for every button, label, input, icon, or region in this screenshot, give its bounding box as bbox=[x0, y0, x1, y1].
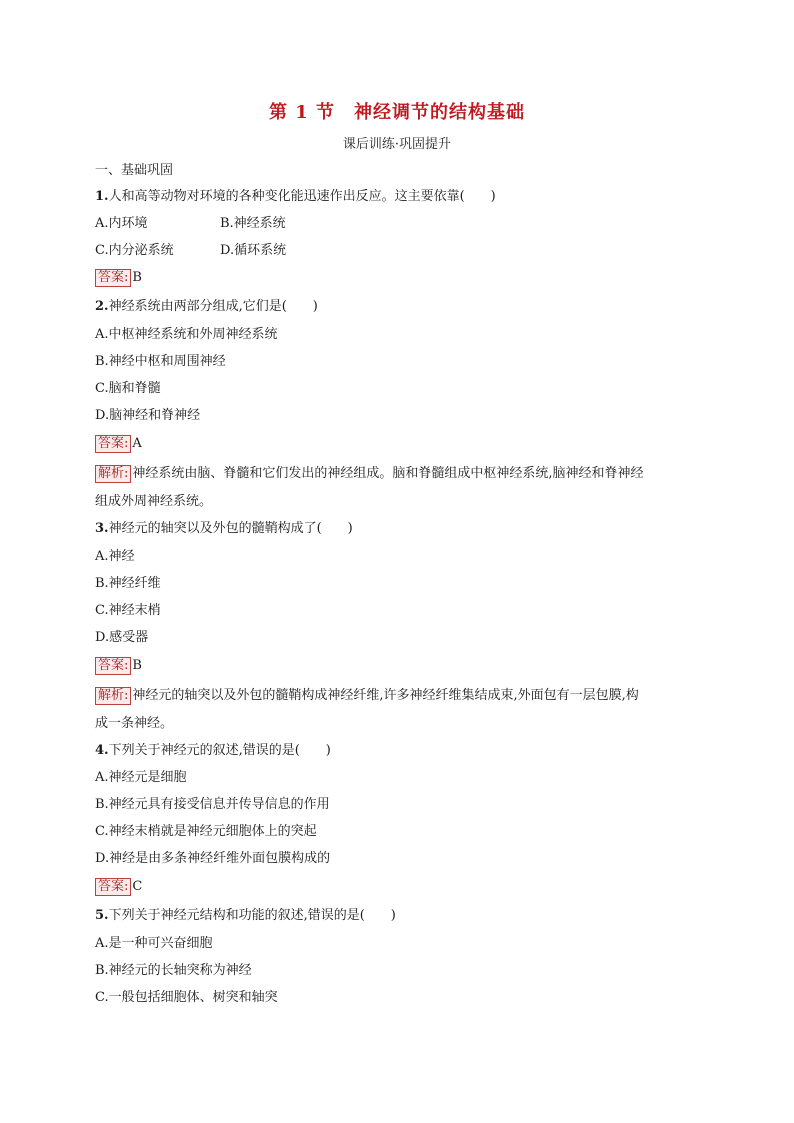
q1-option-c: C.内分泌系统 bbox=[95, 243, 174, 258]
question-number: 2. bbox=[95, 299, 109, 314]
q1-option-d: D.循环系统 bbox=[220, 243, 287, 258]
q2-option-b: B.神经中枢和周围神经 bbox=[95, 354, 226, 369]
answer-label: 答案: bbox=[95, 878, 131, 896]
q4-answer bbox=[95, 878, 142, 896]
q4-option-b: B.神经元具有接受信息并传导信息的作用 bbox=[95, 797, 330, 812]
answer-value: A bbox=[132, 436, 142, 451]
answer-value: B bbox=[132, 270, 142, 285]
section-heading: 一、基础巩固 bbox=[95, 163, 174, 178]
question-number: 4. bbox=[95, 743, 109, 758]
analysis-label: 解析: bbox=[95, 687, 131, 705]
q5-option-c: C.一般包括细胞体、树突和轴突 bbox=[95, 990, 278, 1005]
question-5 bbox=[95, 907, 396, 925]
q4-option-c: C.神经末梢就是神经元细胞体上的突起 bbox=[95, 824, 317, 839]
q2-option-d: D.脑神经和脊神经 bbox=[95, 408, 201, 423]
q4-option-d: D.神经是由多条神经纤维外面包膜构成的 bbox=[95, 851, 331, 866]
q2-analysis bbox=[95, 465, 644, 483]
question-stem: 神经系统由两部分组成,它们是( ) bbox=[108, 299, 318, 314]
q5-option-a: A.是一种可兴奋细胞 bbox=[95, 936, 213, 951]
question-4 bbox=[95, 742, 331, 760]
q3-analysis-cont: 成一条神经。 bbox=[95, 716, 174, 731]
question-number: 3. bbox=[95, 521, 109, 536]
q1-answer bbox=[95, 269, 142, 287]
question-number: 5. bbox=[95, 908, 109, 923]
question-1 bbox=[95, 188, 496, 206]
q3-answer bbox=[95, 657, 142, 675]
answer-value: C bbox=[132, 879, 143, 894]
analysis-text: 神经系统由脑、脊髓和它们发出的神经组成。脑和脊髓组成中枢神经系统,脑神经和脊神经 bbox=[132, 466, 644, 481]
page-subtitle: 课后训练·巩固提升 bbox=[342, 137, 452, 152]
q3-option-d: D.感受器 bbox=[95, 630, 149, 645]
answer-label: 答案: bbox=[95, 269, 131, 287]
question-stem: 神经元的轴突以及外包的髓鞘构成了( ) bbox=[108, 521, 353, 536]
question-stem: 下列关于神经元的叙述,错误的是( ) bbox=[108, 743, 331, 758]
question-2 bbox=[95, 298, 318, 316]
q1-option-a: A.内环境 bbox=[95, 216, 148, 231]
q4-option-a: A.神经元是细胞 bbox=[95, 770, 187, 785]
q2-analysis-cont: 组成外周神经系统。 bbox=[95, 494, 213, 509]
analysis-label: 解析: bbox=[95, 465, 131, 483]
analysis-text: 神经元的轴突以及外包的髓鞘构成神经纤维,许多神经纤维集结成束,外面包有一层包膜,构 bbox=[132, 688, 639, 703]
q3-option-a: A.神经 bbox=[95, 549, 135, 564]
q1-option-b: B.神经系统 bbox=[220, 216, 286, 231]
question-3 bbox=[95, 520, 353, 538]
question-stem: 人和高等动物对环境的各种变化能迅速作出反应。这主要依靠( ) bbox=[108, 189, 496, 204]
q2-answer bbox=[95, 435, 142, 453]
q2-option-c: C.脑和脊髓 bbox=[95, 381, 161, 396]
q2-option-a: A.中枢神经系统和外周神经系统 bbox=[95, 327, 278, 342]
page-title: 第 1 节 神经调节的结构基础 bbox=[268, 102, 526, 123]
q3-option-b: B.神经纤维 bbox=[95, 576, 161, 591]
q3-analysis bbox=[95, 687, 639, 705]
question-stem: 下列关于神经元结构和功能的叙述,错误的是( ) bbox=[108, 908, 396, 923]
answer-label: 答案: bbox=[95, 657, 131, 675]
q3-option-c: C.神经末梢 bbox=[95, 603, 161, 618]
answer-label: 答案: bbox=[95, 435, 131, 453]
question-number: 1. bbox=[95, 189, 109, 204]
q5-option-b: B.神经元的长轴突称为神经 bbox=[95, 963, 252, 978]
answer-value: B bbox=[132, 658, 142, 673]
